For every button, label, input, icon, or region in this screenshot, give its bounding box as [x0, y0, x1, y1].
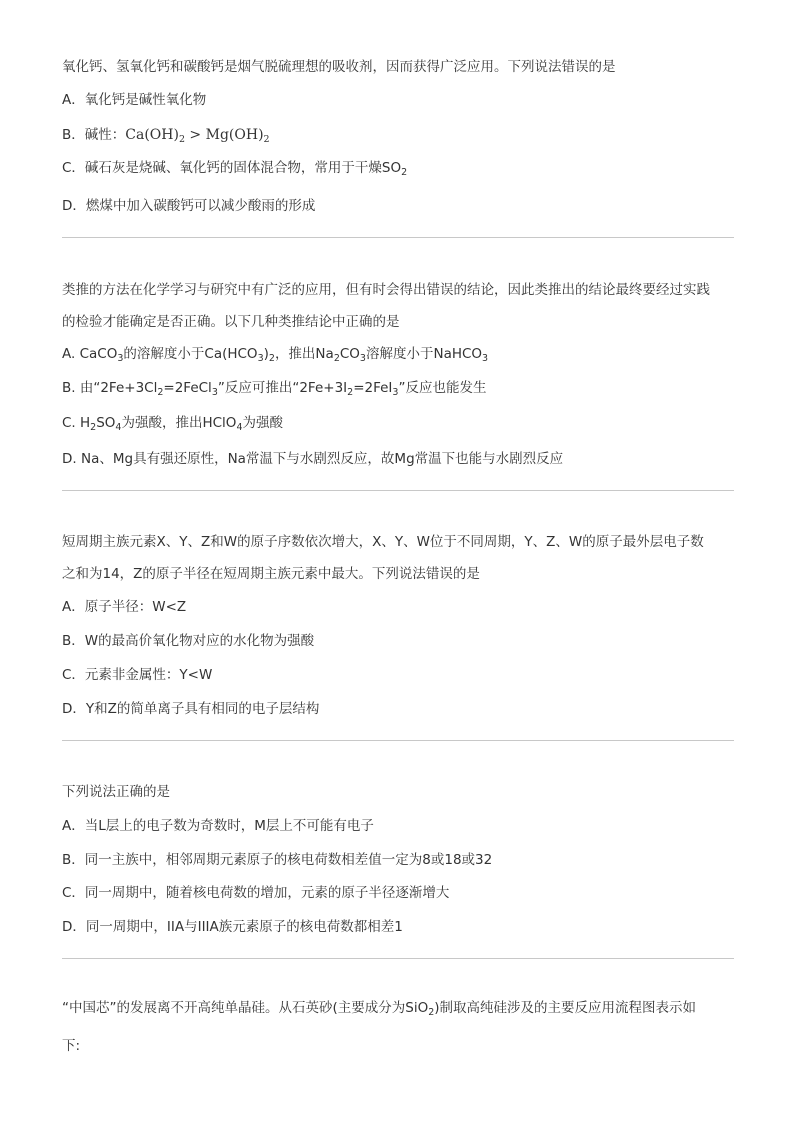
- option-c: C．元素非金属性：Y<W: [62, 667, 213, 683]
- option-d: D．Y和Z的简单离子具有相同的电子层结构: [62, 701, 320, 717]
- separator: [62, 740, 734, 741]
- option-label: B．碱性：: [62, 127, 126, 143]
- option-c: C. $H_2SO_4$为强酸，推出HClO$_4$为强酸: [62, 415, 283, 433]
- option-c: C．同一周期中，随着核电荷数的增加，元素的原子半径逐渐增大: [62, 885, 450, 901]
- separator: [62, 958, 734, 959]
- question-stem-line-1: “中国芯”的发展离不开高纯单晶硅。从石英砂(主要成分为SiO$_2$)制取高纯硅涉及的主要反应用流程图表示如: [62, 1000, 697, 1018]
- question-stem: 下列说法正确的是: [62, 784, 170, 800]
- option-d: D. Na、Mg具有强还原性，Na常温下与水剧烈反应，故Mg常温下也能与水剧烈反应: [62, 451, 564, 467]
- option-b: [62, 125, 270, 145]
- option-a: A．氧化钙是碱性氧化物: [62, 92, 207, 108]
- option-b: B．同一主族中，相邻周期元素原子的核电荷数相差值一定为8或18或32: [62, 852, 493, 868]
- question-stem-line-2: 下:: [62, 1038, 81, 1054]
- question-stem-line-2: 的检验才能确定是否正确。以下几种类推结论中正确的是: [62, 314, 400, 330]
- option-b: B. 由“$2Fe+3Cl_2=2FeCl_3$”反应可推出“$2Fe+3I_2=2FeI_3$”反应也能发生: [62, 380, 487, 398]
- question-stem-line-1: 短周期主族元素X、Y、Z和W的原子序数依次增大，X、Y、W位于不同周期，Y、Z、W的原子最外层电子数: [62, 534, 704, 550]
- formula-caoh2: $Ca(OH)_2 > Mg(OH)_2$: [125, 127, 270, 145]
- separator: [62, 237, 734, 238]
- separator: [62, 490, 734, 491]
- option-b: B．W的最高价氧化物对应的水化物为强酸: [62, 633, 315, 649]
- option-a: A. CaCO$_3$的溶解度小于$Ca(HCO_3)_2$，推出$Na_2CO_3$溶解度小于NaHCO$_3$: [62, 346, 489, 364]
- option-a: A．原子半径：W<Z: [62, 599, 187, 615]
- question-stem-line-2: 之和为14，Z的原子半径在短周期主族元素中最大。下列说法错误的是: [62, 566, 480, 582]
- question-stem-line-1: 类推的方法在化学学习与研究中有广泛的应用，但有时会得出错误的结论，因此类推出的结论最终要经过实践: [62, 282, 710, 298]
- option-c: C．碱石灰是烧碱、氧化钙的固体混合物，常用于干燥$SO_2$: [62, 160, 408, 178]
- question-stem: 氧化钙、氢氧化钙和碳酸钙是烟气脱硫理想的吸收剂，因而获得广泛应用。下列说法错误的是: [62, 59, 616, 75]
- option-d: D．燃煤中加入碳酸钙可以减少酸雨的形成: [62, 198, 316, 214]
- option-d: D．同一周期中，IIA与IIIA族元素原子的核电荷数都相差1: [62, 919, 403, 935]
- option-a: A．当L层上的电子数为奇数时，M层上不可能有电子: [62, 818, 374, 834]
